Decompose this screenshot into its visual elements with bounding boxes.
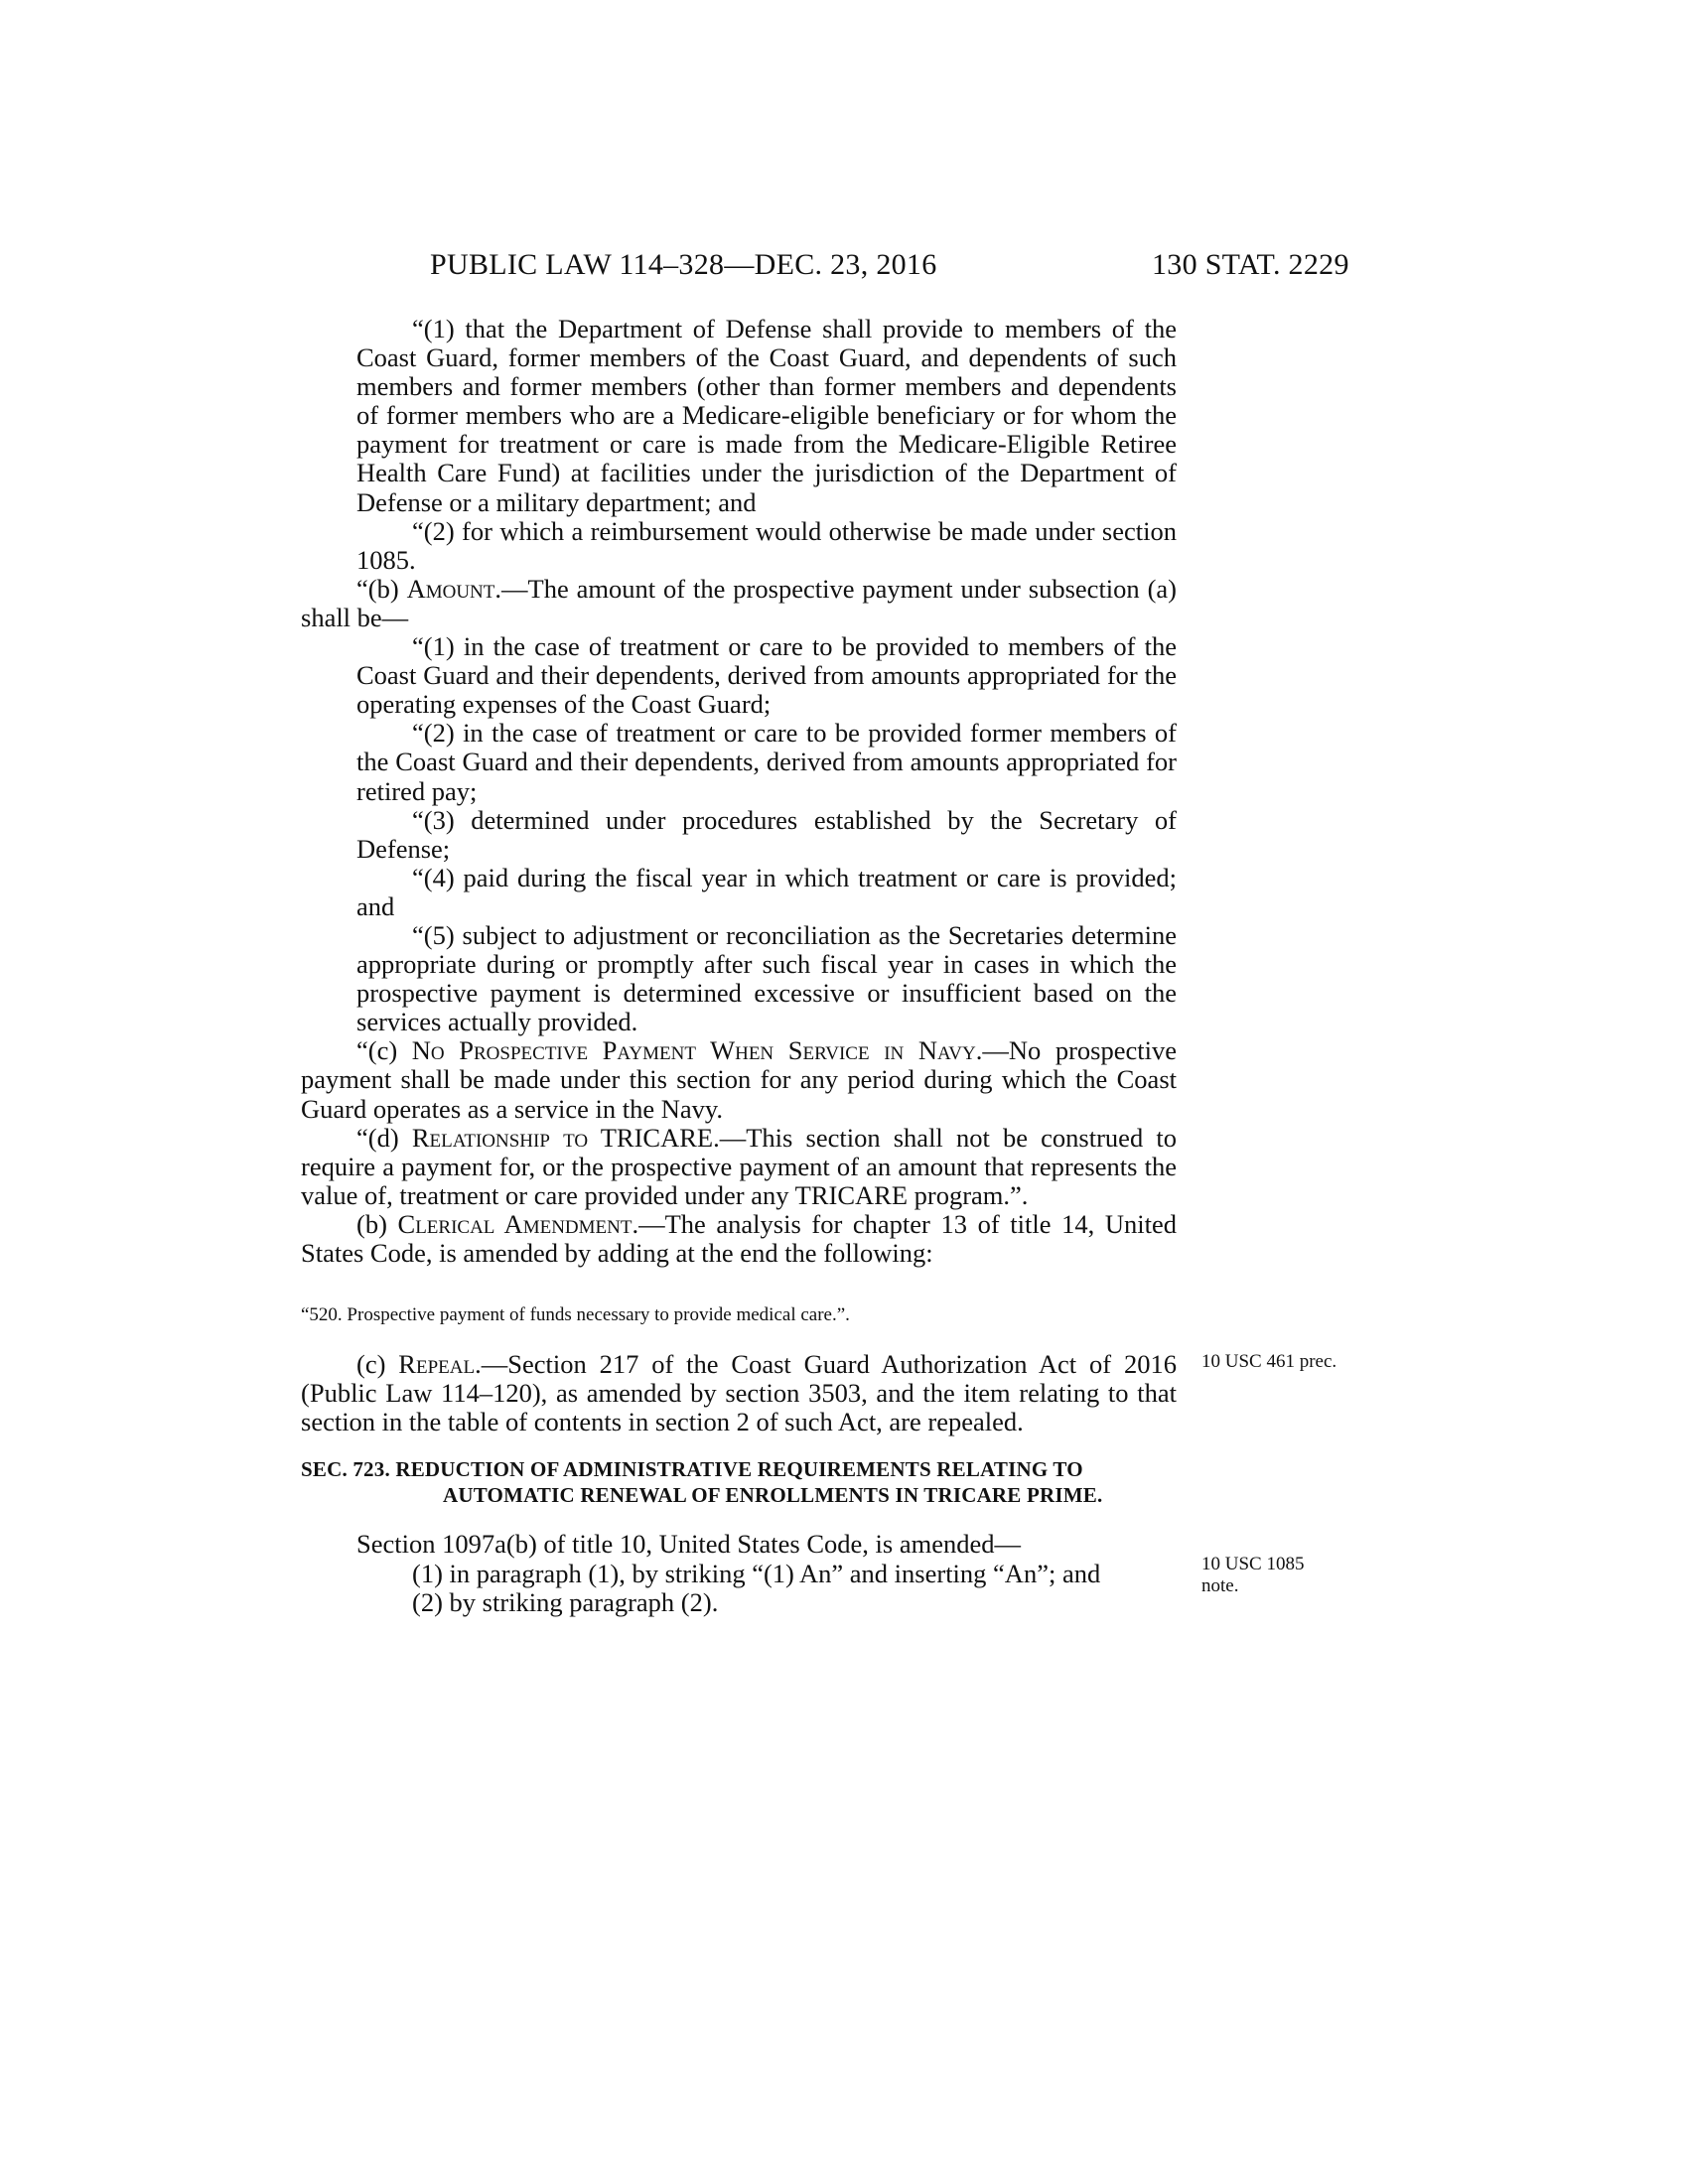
paragraph-g2: (2) by striking paragraph (2). <box>412 1586 719 1617</box>
paragraph-g1: (1) in paragraph (1), by striking “(1) An” and inserting “An”; and <box>412 1558 1101 1588</box>
subsection-b-text: .—The amount of the prospective payment under subsection (a) shall be— <box>301 573 1177 632</box>
paragraph-b2: “(2) in the case of treatment or care to be provided former members of the Coast Guard and their dependents, derived from amounts appropriated for retired pay; <box>356 718 1177 806</box>
subsection-b-prefix: “(b) <box>356 573 407 604</box>
table-of-contents-item: “520. Prospective payment of funds necessary to provide medical care.”. <box>301 1304 850 1326</box>
subsection-c-prefix: “(c) <box>356 1035 412 1066</box>
repeal-subsection <box>301 1350 1177 1436</box>
paragraph-a2: “(2) for which a reimbursement would otherwise be made under section 1085. <box>356 515 1177 575</box>
clerical-amendment-text: .—The analysis for chapter 13 of title 14, United States Code, is amended by adding at the end the following: <box>301 1208 1177 1268</box>
paragraph-b1: “(1) in the case of treatment or care to be provided to members of the Coast Guard and their dependents, derived from amounts appropriated for the operating expenses of the Coast Guard; <box>356 631 1177 720</box>
margin-note-1085 <box>1201 1554 1304 1597</box>
clerical-amendment <box>301 1210 1177 1268</box>
clerical-amendment-heading: Clerical Amendment <box>397 1208 633 1239</box>
subsection-b <box>301 575 1177 632</box>
repeal-prefix: (c) <box>356 1349 399 1380</box>
subsection-a-paragraphs <box>301 315 1177 575</box>
margin-note-1085-line2: note. <box>1201 1575 1239 1596</box>
subsection-d-prefix: “(d) <box>356 1122 412 1153</box>
page-stat-number: 130 STAT. 2229 <box>1152 248 1349 281</box>
section-723-paragraphs <box>301 1560 1177 1588</box>
subsection-d-heading: Relationship to TRICARE <box>411 1122 714 1153</box>
repeal-text: .—Section 217 of the Coast Guard Authorization Act of 2016 (Public Law 114–120), as amended by section 3503, and the item relating to that section in the table of contents in section 2 of such Act, are repealed. <box>301 1349 1177 1437</box>
repeal-heading: Repeal <box>398 1349 476 1380</box>
subsection-d-text: .—This section shall not be construed to require a payment for, or the prospective payment of an amount that represents the value of, treatment or care provided under any TRICARE program.”. <box>301 1122 1177 1210</box>
margin-note-461 <box>1201 1351 1336 1373</box>
margin-note-461-text: 10 USC 461 prec. <box>1201 1351 1337 1372</box>
subsection-d <box>301 1124 1177 1210</box>
paragraph-b5: “(5) subject to adjustment or reconciliation as the Secretaries determine appropriate during or promptly after such fiscal year in cases in which the prospective payment is determined excessive or insufficient based on the services actually provided. <box>356 919 1177 1037</box>
clerical-amendment-prefix: (b) <box>356 1208 398 1239</box>
page-header <box>0 248 1688 288</box>
running-head-title: PUBLIC LAW 114–328—DEC. 23, 2016 <box>430 248 937 281</box>
subsection-c-heading: No Prospective Payment When Service in Navy <box>411 1035 976 1066</box>
subsection-c-text: .—No prospective payment shall be made under this section for any period during which the Coast Guard operates as a service in the Navy. <box>301 1035 1177 1124</box>
paragraph-b3: “(3) determined under procedures established by the Secretary of Defense; <box>356 804 1177 864</box>
paragraph-a1: “(1) that the Department of Defense shall provide to members of the Coast Guard, former members of the Coast Guard, and dependents of such members and former members (other than former members and dependents of former members who are a Medicare-eligible beneficiary or for whom the payment for treatment or care is made from the Medicare-Eligible Retiree Health Care Fund) at facilities under the jurisdiction of the Department of Defense or a military department; and <box>356 314 1177 517</box>
subsection-c <box>301 1036 1177 1123</box>
paragraph-b4: “(4) paid during the fiscal year in which treatment or care is provided; and <box>356 862 1177 921</box>
subsection-b-paragraphs <box>301 632 1177 1036</box>
margin-note-1085-line1: 10 USC 1085 <box>1201 1554 1305 1574</box>
statute-text <box>301 315 1177 1617</box>
subsection-b-heading: Amount <box>406 573 495 604</box>
section-heading: SEC. 723. REDUCTION OF ADMINISTRATIVE REQUIREMENTS RELATING TO AUTOMATIC RENEWAL OF ENROLLMENTS IN TRICARE PRIME. <box>301 1457 1103 1508</box>
section-723-intro: Section 1097a(b) of title 10, United States Code, is amended— <box>356 1529 1021 1560</box>
